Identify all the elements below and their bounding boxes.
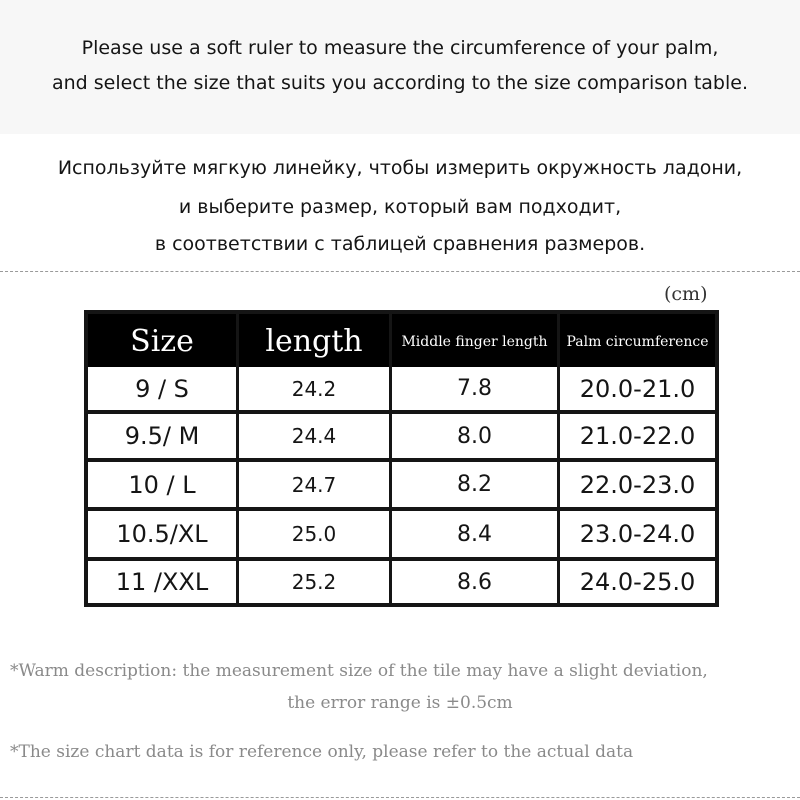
reference-only-note: *The size chart data is for reference only, please refer to the actual data xyxy=(10,742,634,762)
instruction-banner xyxy=(0,0,800,134)
instruction-russian-line-1: Используйте мягкую линейку, чтобы измерить окружность ладони, xyxy=(57,157,743,179)
warm-description-note-line-2: the error range is ±0.5cm xyxy=(287,693,513,713)
header-length: length xyxy=(239,314,389,369)
size-cell: 11 /XXL xyxy=(88,561,236,603)
header-middle-finger-length: Middle finger length xyxy=(392,314,557,369)
middle-finger-cell: 8.2 xyxy=(392,462,557,507)
warm-description-note-line-1: *Warm description: the measurement size of the tile may have a slight deviation, xyxy=(10,661,708,681)
size-cell: 10.5/XL xyxy=(88,511,236,557)
length-cell: 25.2 xyxy=(239,561,389,603)
instruction-russian-line-2: и выберите размер, который вам подходит, xyxy=(178,196,622,218)
instruction-english-line-2: and select the size that suits you according to the size comparison table. xyxy=(51,72,749,94)
length-cell: 24.2 xyxy=(239,367,389,410)
instruction-english-line-1: Please use a soft ruler to measure the circumference of your palm, xyxy=(81,37,719,59)
palm-circumference-cell: 20.0-21.0 xyxy=(560,367,715,410)
size-cell: 10 / L xyxy=(88,462,236,507)
section-divider-bottom xyxy=(0,797,800,798)
size-cell: 9 / S xyxy=(88,367,236,410)
header-size: Size xyxy=(88,314,236,369)
palm-circumference-cell: 23.0-24.0 xyxy=(560,511,715,557)
length-cell: 25.0 xyxy=(239,511,389,557)
palm-circumference-cell: 24.0-25.0 xyxy=(560,561,715,603)
unit-label: (cm) xyxy=(664,283,708,305)
header-palm-circumference: Palm circumference xyxy=(560,314,715,369)
middle-finger-cell: 8.6 xyxy=(392,561,557,603)
middle-finger-cell: 8.4 xyxy=(392,511,557,557)
palm-circumference-cell: 22.0-23.0 xyxy=(560,462,715,507)
size-chart-table xyxy=(84,310,719,607)
length-cell: 24.4 xyxy=(239,414,389,458)
middle-finger-cell: 7.8 xyxy=(392,367,557,410)
length-cell: 24.7 xyxy=(239,462,389,507)
size-cell: 9.5/ M xyxy=(88,414,236,458)
middle-finger-cell: 8.0 xyxy=(392,414,557,458)
instruction-russian-line-3: в соответствии с таблицей сравнения размеров. xyxy=(154,233,646,255)
section-divider-top xyxy=(0,271,800,272)
palm-circumference-cell: 21.0-22.0 xyxy=(560,414,715,458)
